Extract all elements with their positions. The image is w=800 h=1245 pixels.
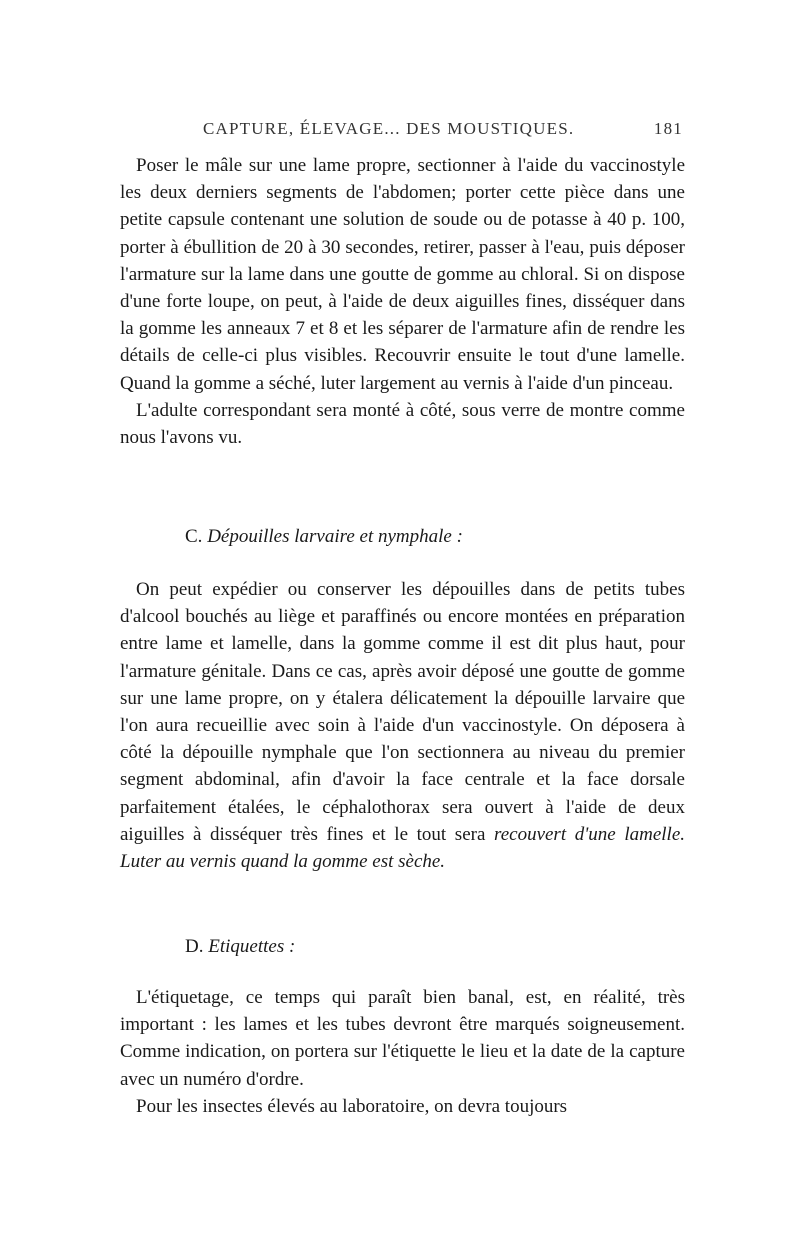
section-title: Etiquettes : bbox=[208, 936, 296, 957]
section-heading-c bbox=[185, 526, 463, 554]
running-head-title: CAPTURE, ÉLEVAGE... DES MOUSTIQUES. bbox=[203, 119, 575, 138]
paragraph bbox=[120, 576, 685, 875]
text-block-section-d bbox=[120, 984, 685, 1120]
page-number: 181 bbox=[653, 119, 683, 138]
running-head bbox=[120, 119, 685, 145]
section-heading-d bbox=[185, 936, 295, 964]
paragraph-text: On peut expédier ou conserver les dépouilles dans de petits tubes d'alcool bouchés au liège et paraffinés ou encore montées en préparation entre lame et lamelle, dans la gomme comme il est dit plus haut, pour l'armature génitale. Dans ce cas, après avoir déposé une goutte de gomme sur une lame propre, on y étalera délicatement la dépouille larvaire que l'on aura recueillie avec soin à l'aide d'un vaccinostyle. On déposera à côté la dépouille nymphale que l'on sectionnera au niveau du premier segment abdominal, afin d'avoir la face centrale et la face dorsale parfaitement étalées, le céphalothorax sera ouvert à l'aide de deux aiguilles à disséquer très fines et le tout sera bbox=[120, 579, 685, 845]
section-letter: D. bbox=[185, 936, 204, 957]
paragraph-italic-text: recouvert d'une lamelle. Luter au vernis quand la gomme est sèche. bbox=[120, 823, 686, 873]
section-letter: C. bbox=[185, 526, 203, 547]
paragraph: Pour les insectes élevés au laboratoire, on devra toujours bbox=[136, 1095, 568, 1117]
paragraph: L'étiquetage, ce temps qui paraît bien banal, est, en réalité, très important : les lames et les tubes devront être marqués soigneusement. Comme indication, on portera sur l'étiquette le lieu et la date de la capture avec un numéro d'ordre. bbox=[120, 987, 685, 1090]
paragraph: Poser le mâle sur une lame propre, sectionner à l'aide du vaccinostyle les deux derniers segments de l'abdomen; porter cette pièce dans une petite capsule contenant une solution de soude ou de potasse à 40 p. 100, porter à ébullition de 20 à 30 secondes, retirer, passer à l'eau, puis déposer l'armature sur la lame dans une goutte de gomme au chloral. Si on dispose d'une forte loupe, on peut, à l'aide de deux aiguilles fines, disséquer dans la gomme les anneaux 7 et 8 et les séparer de l'armature afin de rendre les détails de celle-ci plus visibles. Recouvrir ensuite le tout d'une lamelle. Quand la gomme a séché, luter largement au vernis à l'aide d'un pinceau. bbox=[120, 155, 685, 394]
section-title: Dépouilles larvaire et nymphale : bbox=[207, 526, 463, 547]
text-block-section-c bbox=[120, 576, 685, 875]
text-block-top bbox=[120, 152, 685, 451]
paragraph: L'adulte correspondant sera monté à côté, sous verre de montre comme nous l'avons vu. bbox=[120, 399, 685, 449]
